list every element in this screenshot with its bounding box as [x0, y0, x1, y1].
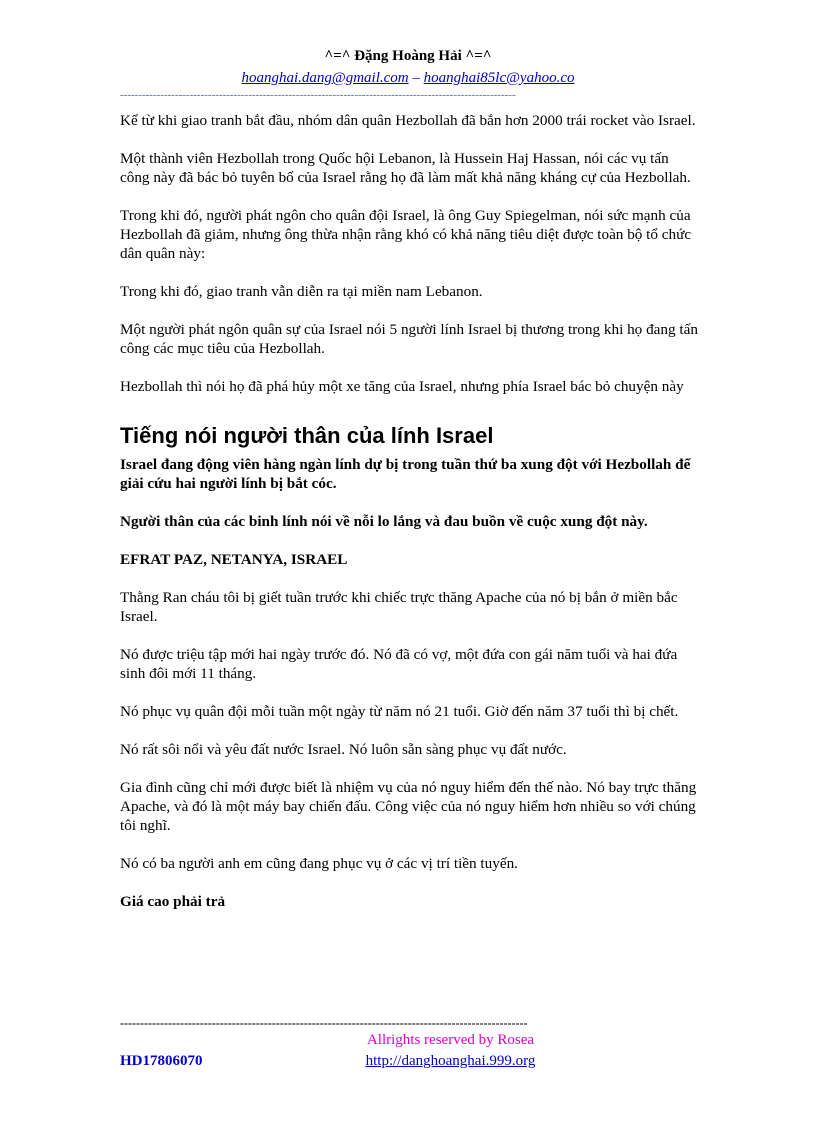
paragraph: Trong khi đó, người phát ngôn cho quân đội Israel, là ông Guy Spiegelman, nói sức mạnh của Hezbollah đã giảm, nhưng ông thừa nhận rằng khó có khả năng tiêu diệt được toàn bộ tổ chức dân quân này:: [120, 207, 692, 262]
paragraph: Trong khi đó, giao tranh vẫn diễn ra tại miền nam Lebanon.: [120, 283, 483, 300]
footer-website: [0, 1053, 816, 1070]
email-separator: –: [412, 70, 420, 86]
quote-paragraph: Thằng Ran cháu tôi bị giết tuần trước khi chiếc trực thăng Apache của nó bị bắn ở miền bắc Israel.: [120, 589, 678, 625]
article-body: [120, 111, 700, 930]
quote-paragraph: Nó phục vụ quân đội mỗi tuần một ngày từ năm nó 21 tuổi. Giờ đến năm 37 tuổi thì bị chết.: [120, 703, 679, 720]
section-heading: Tiếng nói người thân của lính Israel: [120, 423, 494, 448]
author-emails: [0, 70, 816, 87]
paragraph: Kể từ khi giao tranh bắt đầu, nhóm dân quân Hezbollah đã bắn hơn 2000 trái rocket vào Israel.: [120, 112, 696, 129]
copyright-notice: Allrights reserved by Rosea: [366, 1032, 535, 1048]
subheading: Giá cao phải trả: [120, 893, 226, 910]
paragraph: Một người phát ngôn quân sự của Israel nói 5 người lính Israel bị thương trong khi họ đang tấn công các mục tiêu của Hezbollah.: [120, 321, 698, 357]
paragraph: Hezbollah thì nói họ đã phá hủy một xe tăng của Israel, nhưng phía Israel bác bỏ chuyện này: [120, 378, 684, 395]
byline: EFRAT PAZ, NETANYA, ISRAEL: [120, 551, 348, 568]
quote-paragraph: Nó rất sôi nổi và yêu đất nước Israel. Nó luôn sẵn sàng phục vụ đất nước.: [120, 741, 567, 758]
email-link-yahoo[interactable]: hoanghai85lc@yahoo.co: [423, 70, 575, 86]
lead-paragraph: Israel đang động viên hàng ngàn lính dự bị trong tuần thứ ba xung đột với Hezbollah để giải cứu hai người lính bị bắt cóc.: [120, 456, 691, 492]
email-link-gmail[interactable]: hoanghai.dang@gmail.com: [241, 70, 409, 86]
footer-divider: ------------------------------------------------------------------------------------------------------: [120, 1016, 528, 1030]
quote-paragraph: Nó được triệu tập mới hai ngày trước đó. Nó đã có vợ, một đứa con gái năm tuổi và hai đứa sinh đôi mới 11 tháng.: [120, 646, 678, 682]
document-code: HD17806070: [120, 1053, 203, 1069]
header-divider: ------------------------------------------------------------------------------------------------------------: [120, 89, 516, 101]
website-link[interactable]: http://danghoanghai.999.org: [365, 1053, 536, 1069]
quote-paragraph: Gia đình cũng chỉ mới được biết là nhiệm vụ của nó nguy hiểm đến thế nào. Nó bay trực thăng Apache, và đó là một máy bay chiến đấu. Công việc của nó nguy hiểm hơn nhiều so với chúng tôi nghĩ.: [120, 779, 697, 834]
author-name: ^=^ Đặng Hoàng Hải ^=^: [324, 48, 492, 64]
lead-paragraph: Người thân của các binh lính nói về nỗi lo lắng và đau buồn về cuộc xung đột này.: [120, 513, 648, 530]
quote-paragraph: Nó có ba người anh em cũng đang phục vụ ở các vị trí tiền tuyến.: [120, 855, 518, 872]
paragraph: Một thành viên Hezbollah trong Quốc hội Lebanon, là Hussein Haj Hassan, nói các vụ tấn công này đã bác bỏ tuyên bố của Israel rằng họ đã làm mất khả năng kháng cự của Hezbollah.: [120, 150, 691, 186]
